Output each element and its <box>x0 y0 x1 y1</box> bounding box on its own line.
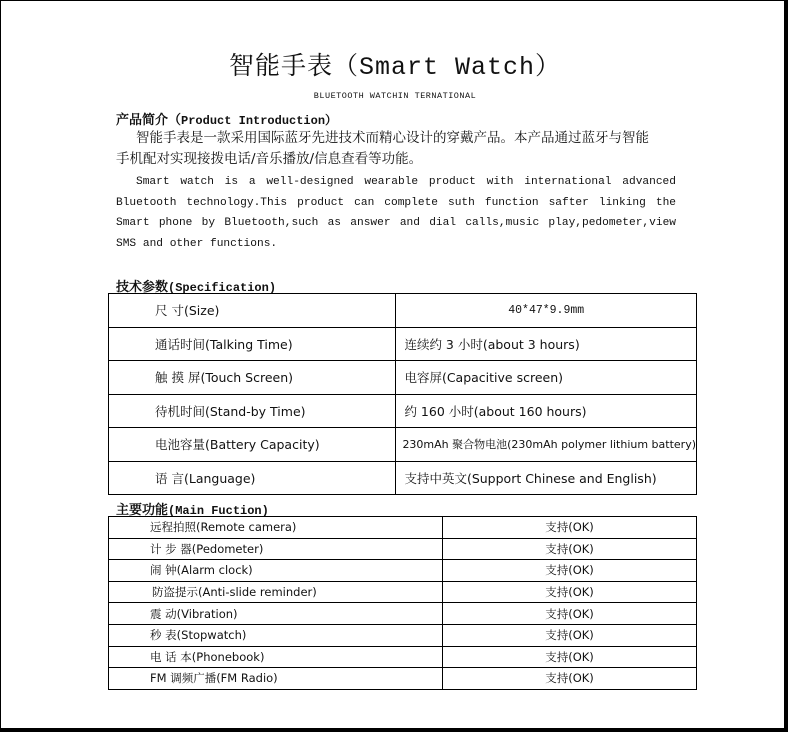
intro-heading <box>116 109 337 128</box>
function-value: 支持(OK) <box>443 646 697 668</box>
functions-table <box>108 516 697 690</box>
intro-heading-cn: 产品简介（ <box>116 113 182 128</box>
function-label: 震 动(Vibration) <box>109 603 443 625</box>
function-label: 秒 表(Stopwatch) <box>109 624 443 646</box>
spec-value: 40*47*9.9mm <box>396 294 697 328</box>
spec-table <box>108 293 697 495</box>
intro-en-text: Smart watch is a well-designed wearable product with international advanced Bluetooth technology.This product can complete suth function safter linking the Smart phone by Bluetooth,such as answer and dial calls,music play,pedometer,view SMS and other functions. <box>116 176 676 250</box>
functions-heading-cn: 主要功能 <box>116 503 169 518</box>
intro-cn-paragraph <box>116 128 676 170</box>
spec-label: 触 摸 屏(Touch Screen) <box>109 361 396 395</box>
function-value: 支持(OK) <box>443 538 697 560</box>
spec-label: 通话时间(Talking Time) <box>109 327 396 361</box>
function-value: 支持(OK) <box>443 624 697 646</box>
spec-value: 230mAh 聚合物电池(230mAh polymer lithium battery) <box>396 428 697 462</box>
spec-value: 支持中英文(Support Chinese and English) <box>396 461 697 495</box>
intro-en-paragraph <box>116 172 676 254</box>
page-title: 智能手表（Smart Watch） <box>228 53 562 82</box>
function-value: 支持(OK) <box>443 581 697 603</box>
table-row <box>109 538 697 560</box>
table-row <box>109 603 697 625</box>
spec-heading-cn: 技术参数 <box>116 280 169 295</box>
intro-cn-line2: 手机配对实现接拨电话/音乐播放/信息查看等功能。 <box>116 151 423 167</box>
function-label: 电 话 本(Phonebook) <box>109 646 443 668</box>
table-row <box>109 461 697 495</box>
spec-heading-en: (Specification) <box>168 281 277 295</box>
function-label: 闹 钟(Alarm clock) <box>109 560 443 582</box>
function-label: FM 调频广播(FM Radio) <box>109 668 443 690</box>
table-row <box>109 517 697 539</box>
intro-heading-en: Product Introduction） <box>181 114 338 128</box>
table-row <box>109 294 697 328</box>
function-value: 支持(OK) <box>443 560 697 582</box>
function-label: 防盗提示(Anti-slide reminder) <box>109 581 443 603</box>
table-row <box>109 361 697 395</box>
page-subtitle: BLUETOOTH WATCHIN TERNATIONAL <box>313 91 477 101</box>
function-label: 计 步 器(Pedometer) <box>109 538 443 560</box>
spec-value: 约 160 小时(about 160 hours) <box>396 394 697 428</box>
function-value: 支持(OK) <box>443 517 697 539</box>
spec-label: 待机时间(Stand-by Time) <box>109 394 396 428</box>
spec-label: 尺 寸(Size) <box>109 294 396 328</box>
table-row <box>109 560 697 582</box>
table-row <box>109 624 697 646</box>
table-row <box>109 327 697 361</box>
table-row <box>109 394 697 428</box>
function-label: 远程拍照(Remote camera) <box>109 517 443 539</box>
table-row <box>109 668 697 690</box>
spec-value: 连续约 3 小时(about 3 hours) <box>396 327 697 361</box>
spec-label: 语 言(Language) <box>109 461 396 495</box>
functions-heading-en: (Main Fuction) <box>168 504 269 518</box>
function-value: 支持(OK) <box>443 603 697 625</box>
intro-cn-line1: 智能手表是一款采用国际蓝牙先进技术而精心设计的穿戴产品。本产品通过蓝牙与智能 <box>136 130 649 146</box>
function-value: 支持(OK) <box>443 668 697 690</box>
table-row <box>109 428 697 462</box>
table-row <box>109 581 697 603</box>
table-row <box>109 646 697 668</box>
spec-label: 电池容量(Battery Capacity) <box>109 428 396 462</box>
spec-value: 电容屏(Capacitive screen) <box>396 361 697 395</box>
